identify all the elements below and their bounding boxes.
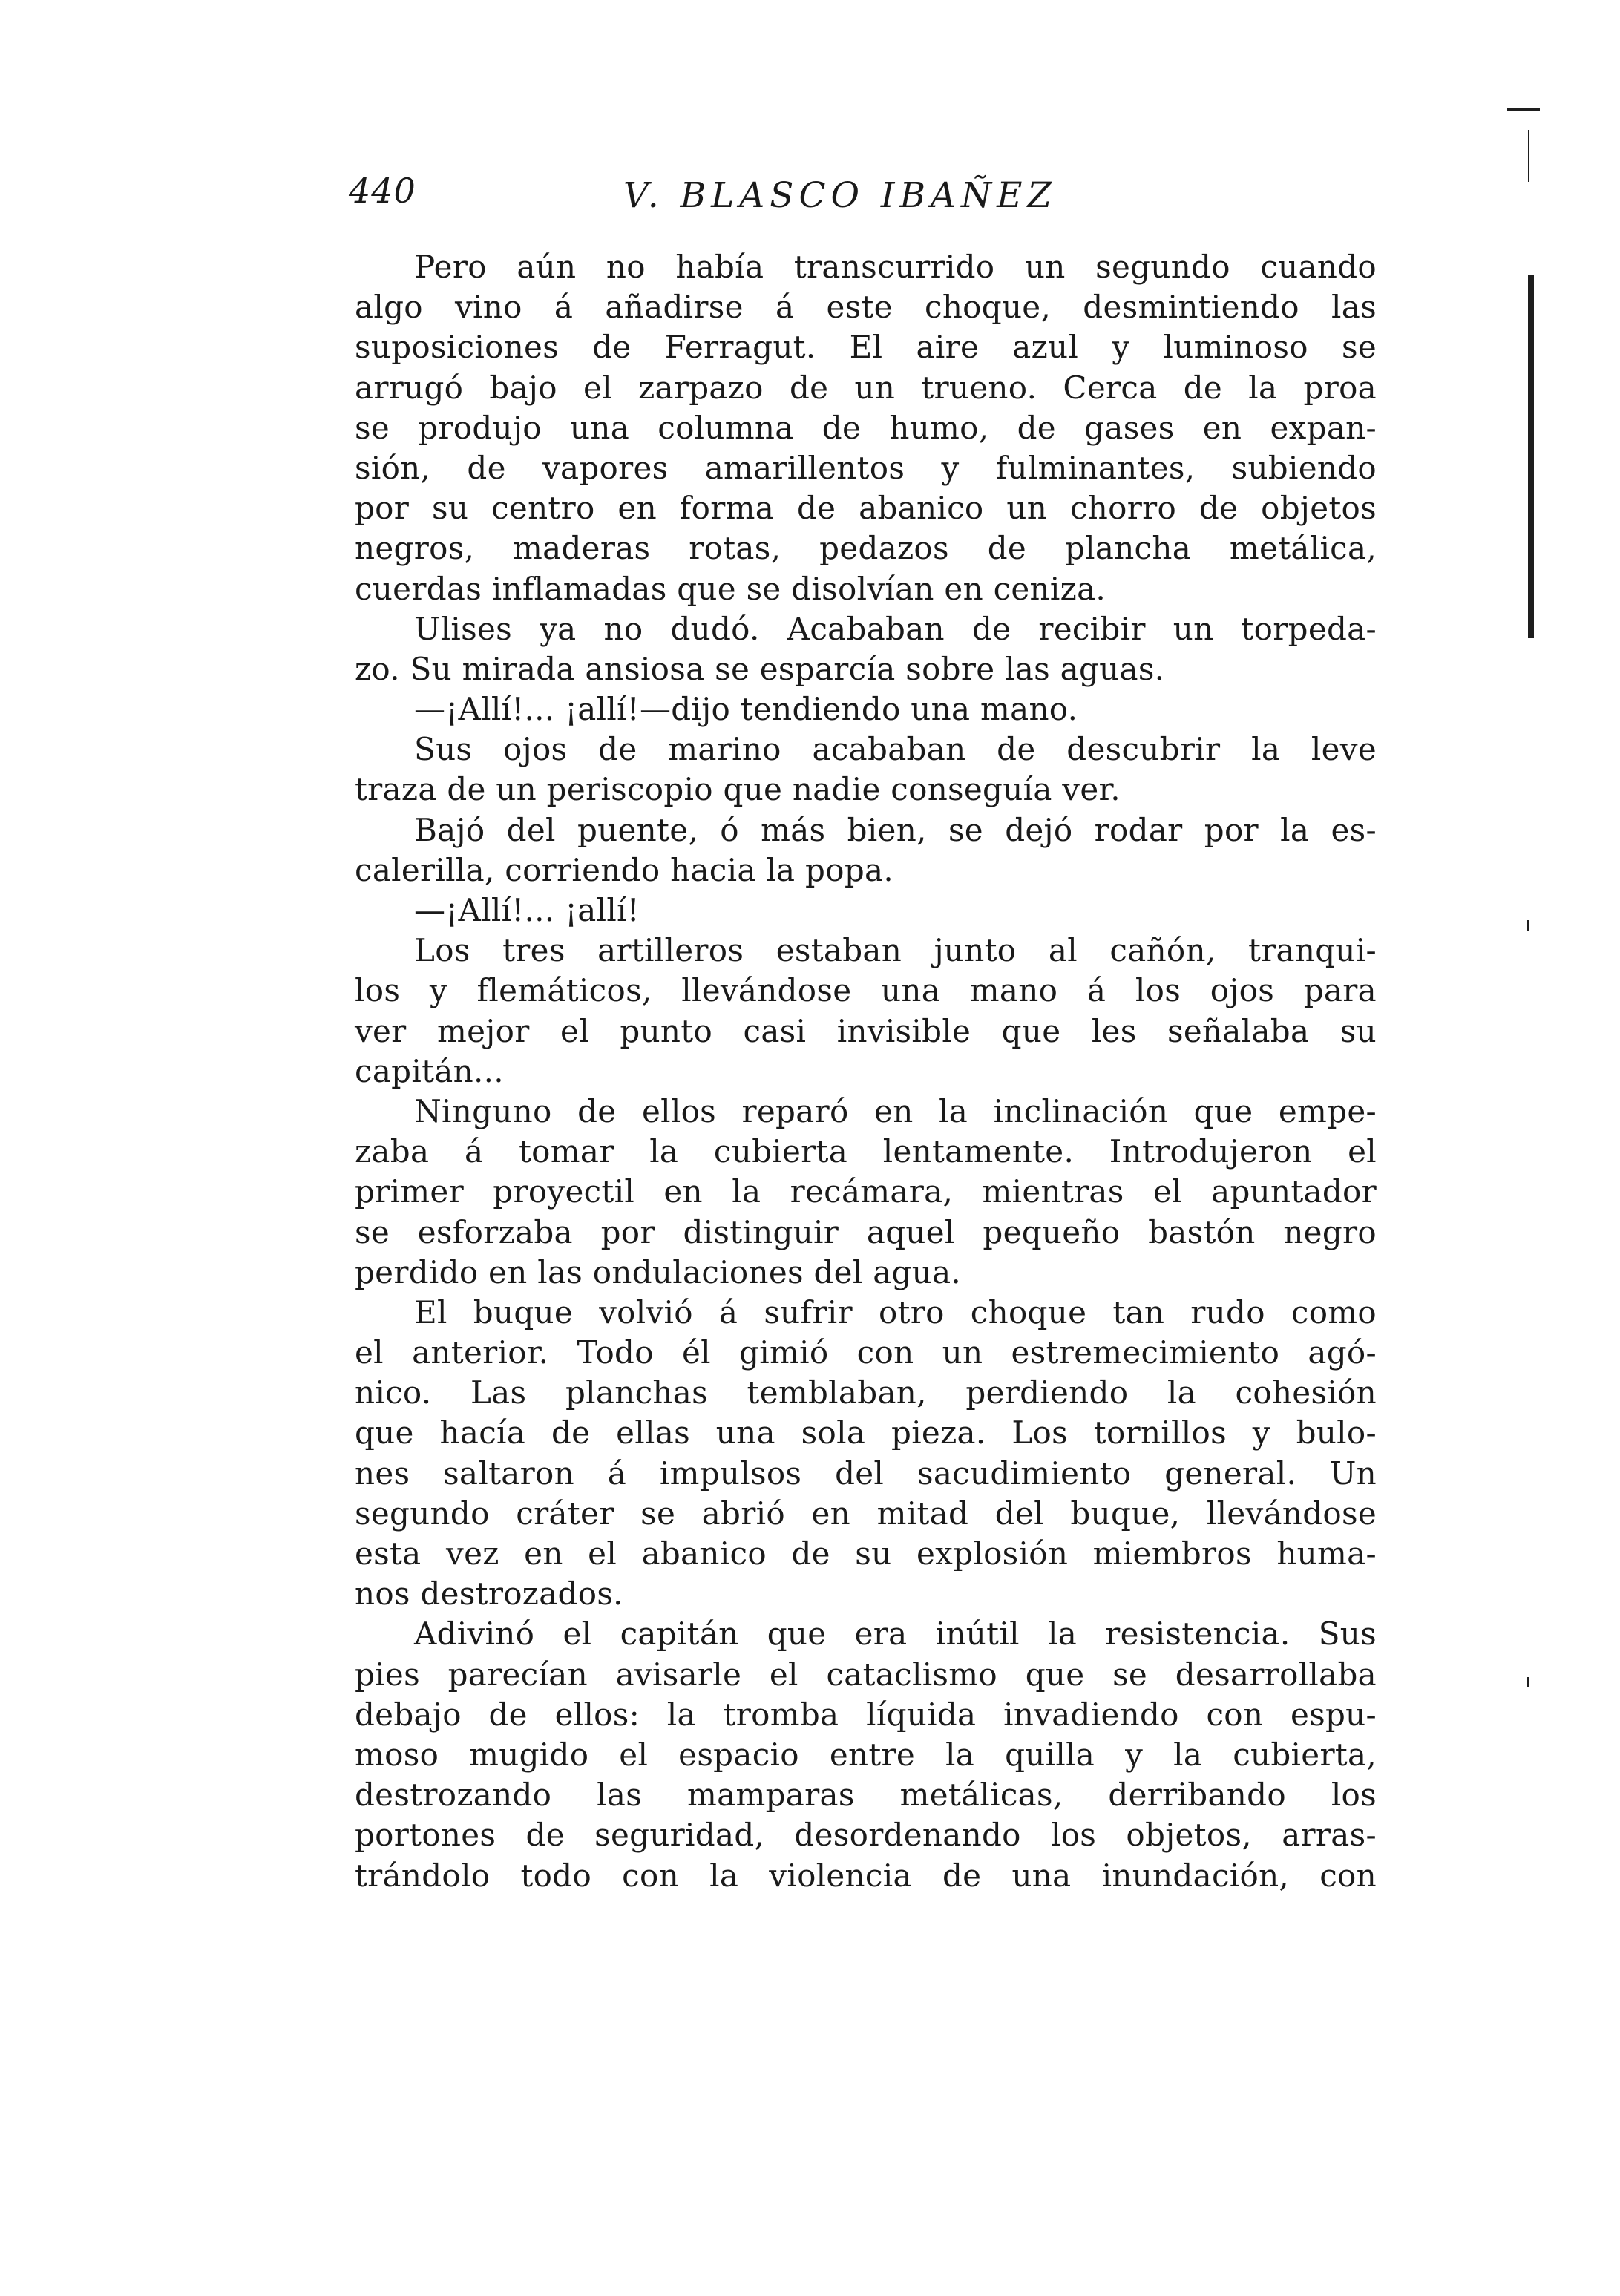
text-line: por su centro en forma de abanico un chorro de objetos bbox=[355, 490, 1377, 527]
scan-edge-mark bbox=[1527, 1677, 1529, 1687]
text-line: Adivinó el capitán que era inútil la resistencia. Sus bbox=[414, 1616, 1377, 1653]
scan-edge-mark bbox=[1507, 108, 1540, 111]
text-line: nos destrozados. bbox=[355, 1575, 623, 1613]
page-header bbox=[349, 165, 1388, 217]
scan-edge-mark bbox=[1528, 130, 1529, 182]
text-line: Bajó del puente, ó más bien, se dejó rodar por la es- bbox=[414, 811, 1377, 848]
text-line: traza de un periscopio que nadie conseguía ver. bbox=[355, 771, 1121, 808]
text-line: —¡Allí!... ¡allí! bbox=[414, 892, 640, 928]
text-line: arrugó bajo el zarpazo de un trueno. Cerca de la proa bbox=[355, 369, 1377, 406]
text-line: portones de seguridad, desordenando los objetos, arras- bbox=[355, 1817, 1377, 1854]
body-text bbox=[355, 247, 1377, 1896]
text-line: Los tres artilleros estaban junto al cañón, tranqui- bbox=[414, 932, 1377, 969]
text-line: pies parecían avisarle el cataclismo que se desarrollaba bbox=[355, 1656, 1377, 1693]
text-line: calerilla, corriendo hacia la popa. bbox=[355, 851, 893, 888]
text-line: ver mejor el punto casi invisible que les señalaba su bbox=[355, 1012, 1377, 1049]
text-line: nes saltaron á impulsos del sacudimiento general. Un bbox=[355, 1454, 1377, 1492]
text-line: los y flemáticos, llevándose una mano á los ojos para bbox=[355, 972, 1377, 1009]
text-line: zaba á tomar la cubierta lentamente. Introdujeron el bbox=[355, 1133, 1377, 1170]
text-line: se produjo una columna de humo, de gases en expan- bbox=[355, 409, 1377, 446]
text-line: negros, maderas rotas, pedazos de plancha metálica, bbox=[355, 530, 1377, 567]
text-line: Pero aún no había transcurrido un segundo cuando bbox=[414, 249, 1377, 285]
text-line: destrozando las mamparas metálicas, derribando los bbox=[355, 1777, 1377, 1814]
text-line: trándolo todo con la violencia de una inundación, con bbox=[355, 1857, 1377, 1894]
text-line: algo vino á añadirse á este choque, desmintiendo las bbox=[355, 289, 1377, 326]
text-line: esta vez en el abanico de su explosión miembros huma- bbox=[355, 1535, 1377, 1572]
page-number: 440 bbox=[349, 171, 416, 211]
scan-edge-mark bbox=[1527, 920, 1529, 931]
text-line: capitán... bbox=[355, 1052, 504, 1089]
text-line: nico. Las planchas temblaban, perdiendo la cohesión bbox=[355, 1374, 1377, 1411]
text-line: Ulises ya no dudó. Acababan de recibir un torpeda- bbox=[414, 610, 1377, 647]
text-line: Sus ojos de marino acababan de descubrir la leve bbox=[414, 731, 1377, 768]
text-line: segundo cráter se abrió en mitad del buque, llevándose bbox=[355, 1495, 1377, 1532]
text-line: El buque volvió á sufrir otro choque tan rudo como bbox=[414, 1293, 1377, 1331]
running-head: V. BLASCO IBAÑEZ bbox=[623, 175, 1057, 216]
text-line: que hacía de ellas una sola pieza. Los tornillos y bulo- bbox=[355, 1414, 1377, 1452]
text-line: zo. Su mirada ansiosa se esparcía sobre las aguas. bbox=[355, 650, 1165, 687]
text-line: suposiciones de Ferragut. El aire azul y luminoso se bbox=[355, 329, 1377, 366]
text-line: —¡Allí!... ¡allí!—dijo tendiendo una mano. bbox=[414, 691, 1078, 728]
text-line: cuerdas inflamadas que se disolvían en ceniza. bbox=[355, 570, 1106, 607]
text-line: sión, de vapores amarillentos y fulminantes, subiendo bbox=[355, 449, 1377, 486]
text-line: moso mugido el espacio entre la quilla y la cubierta, bbox=[355, 1736, 1377, 1773]
text-line: primer proyectil en la recámara, mientras el apuntador bbox=[355, 1173, 1377, 1210]
text-line: se esforzaba por distinguir aquel pequeño bastón negro bbox=[355, 1213, 1377, 1250]
scan-edge-bar bbox=[1528, 275, 1534, 638]
text-line: el anterior. Todo él gimió con un estremecimiento agó- bbox=[355, 1334, 1377, 1371]
text-line: Ninguno de ellos reparó en la inclinación que empe- bbox=[414, 1092, 1377, 1129]
text-line: debajo de ellos: la tromba líquida invadiendo con espu- bbox=[355, 1696, 1377, 1733]
text-line: perdido en las ondulaciones del agua. bbox=[355, 1253, 962, 1290]
